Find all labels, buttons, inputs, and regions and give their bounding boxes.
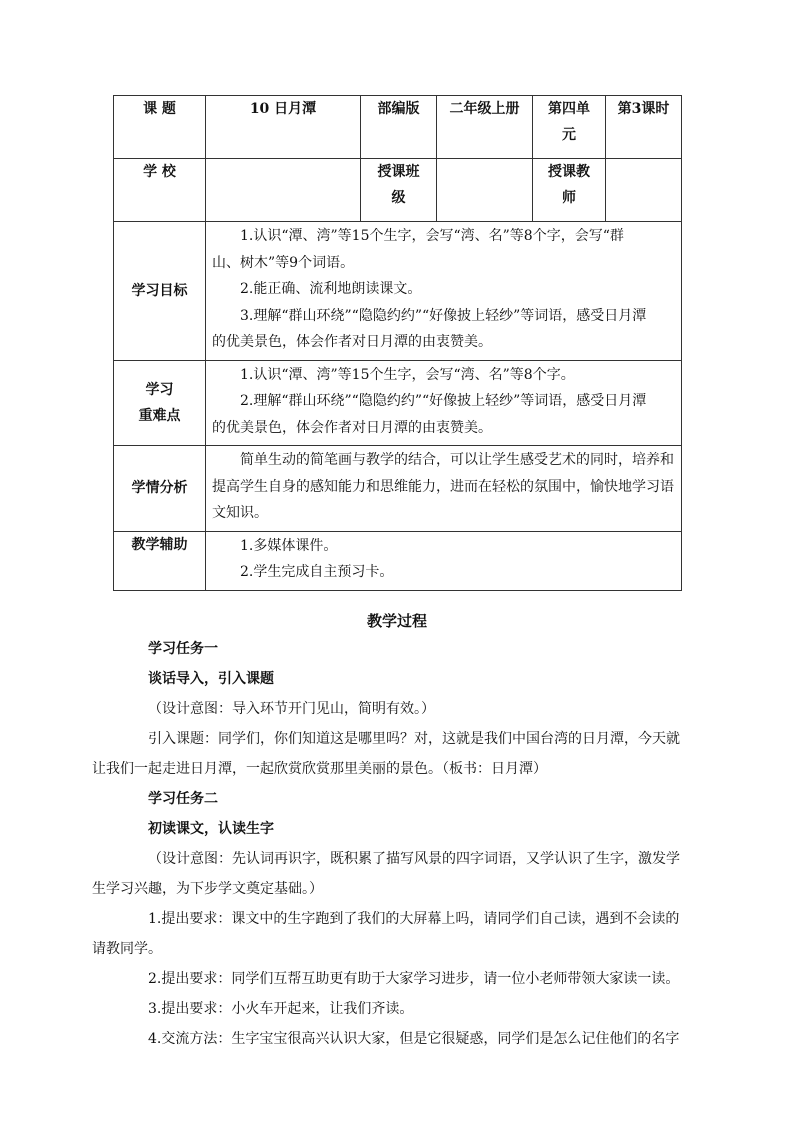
edition-cell: 部编版 xyxy=(361,96,437,159)
unit-cell xyxy=(533,96,606,159)
step-4: 4.交流方法：生字宝宝很高兴认识大家，但是它很疑惑，同学们是怎么记住他们的名字 xyxy=(148,1031,680,1047)
text-line: 1.提出要求：课文中的生字跑到了我们的大屏幕上吗，请同学们自己读，遇到不会读的 xyxy=(148,911,680,927)
key-points-content xyxy=(206,360,682,446)
teacher-label-line-2: 师 xyxy=(562,190,576,206)
analysis-line: 提高学生自身的感知能力和思维能力，进而在轻松的氛围中，愉快地学习语 xyxy=(212,478,674,495)
row-school xyxy=(114,159,682,222)
goals-line: 的优美景色，体会作者对日月潭的由衷赞美。 xyxy=(212,334,492,350)
task2-heading: 学习任务二 xyxy=(148,791,218,807)
process-body xyxy=(92,634,682,1054)
goals-line: 1.认识“潭、湾”等15个生字，会写“湾、名”等8个字，会写“群 xyxy=(240,228,624,244)
text-line: （设计意图：先认词再识字，既积累了描写风景的四字词语，又学认识了生字，激发学 xyxy=(148,851,680,867)
unit-line-1: 第四单 xyxy=(548,101,590,117)
key-points-line: 1.认识“潭、湾”等15个生字，会写“湾、名”等8个字。 xyxy=(240,366,575,383)
goals-content xyxy=(206,222,682,361)
unit-line-2: 元 xyxy=(562,127,576,143)
analysis-line: 文知识。 xyxy=(212,505,268,521)
key-points-label-line-1: 学习 xyxy=(145,381,174,398)
task1-intent: （设计意图：导入环节开门见山，简明有效。） xyxy=(148,701,435,717)
task1-intro-paragraph xyxy=(92,724,682,784)
analysis-paragraph xyxy=(206,447,681,527)
aids-line: 1.多媒体课件。 xyxy=(240,537,338,554)
goals-line: 山、树木”等9个词语。 xyxy=(212,254,355,271)
teacher-label-line-1: 授课教 xyxy=(548,164,590,180)
goals-line: 3.理解“群山环绕”“隐隐约约”“好像披上轻纱”等词语，感受日月潭 xyxy=(240,307,647,324)
class-label-line-2: 级 xyxy=(391,190,406,206)
teacher-label xyxy=(533,159,606,222)
key-points-line: 的优美景色，体会作者对日月潭的由衷赞美。 xyxy=(212,419,492,436)
task1-subheading: 谈话导入，引入课题 xyxy=(148,671,274,687)
step-1 xyxy=(92,904,682,964)
key-points-label-line-2: 重难点 xyxy=(138,407,181,424)
grade-cell: 二年级上册 xyxy=(437,96,533,159)
text-line: 引入课题：同学们，你们知道这是哪里吗？对，这就是我们中国台湾的日月潭，今天就 xyxy=(148,731,680,747)
school-value xyxy=(206,159,361,222)
key-points-label xyxy=(114,360,206,446)
text-line: 生学习兴趣，为下步学文奠定基础。） xyxy=(92,881,323,897)
class-value xyxy=(437,159,533,222)
aids-label: 教学辅助 xyxy=(114,531,206,590)
row-key-points xyxy=(114,360,682,446)
goals-item-3 xyxy=(206,303,681,356)
lesson-title: 10 日月潭 xyxy=(206,96,361,159)
goals-item-1 xyxy=(206,223,681,276)
class-label xyxy=(361,159,437,222)
row-analysis xyxy=(114,446,682,532)
task1-heading: 学习任务一 xyxy=(148,641,218,657)
key-points-line: 2.理解“群山环绕”“隐隐约约”“好像披上轻纱”等词语，感受日月潭 xyxy=(240,393,647,409)
topic-label: 课 题 xyxy=(114,96,206,159)
task2-subheading: 初读课文，认读生字 xyxy=(148,821,274,837)
lesson-plan-table xyxy=(113,95,682,591)
step-3: 3.提出要求：小火车开起来，让我们齐读。 xyxy=(148,1001,414,1017)
text-line: 请教同学。 xyxy=(92,941,162,957)
aids-content xyxy=(206,531,682,590)
row-goals xyxy=(114,222,682,361)
aids-line: 2.学生完成自主预习卡。 xyxy=(240,564,394,580)
teacher-value xyxy=(606,159,682,222)
task2-intent xyxy=(92,844,682,904)
school-label: 学 校 xyxy=(114,159,206,222)
text-line: 让我们一起走进日月潭，一起欣赏欣赏那里美丽的景色。（板书：日月潭） xyxy=(92,761,547,777)
period-cell: 第3课时 xyxy=(606,96,682,159)
row-topic xyxy=(114,96,682,159)
analysis-line: 简单生动的简笔画与教学的结合，可以让学生感受艺术的同时，培养和 xyxy=(240,452,674,468)
analysis-label: 学情分析 xyxy=(114,446,206,532)
step-2: 2.提出要求：同学们互帮互助更有助于大家学习进步，请一位小老师带领大家读一读。 xyxy=(148,971,680,987)
analysis-content xyxy=(206,446,682,532)
process-title: 教学过程 xyxy=(366,612,427,630)
goals-line: 2.能正确、流利地朗读课文。 xyxy=(240,281,422,297)
key-points-item-2 xyxy=(206,388,681,441)
class-label-line-1: 授课班 xyxy=(377,164,420,180)
row-aids xyxy=(114,531,682,590)
goals-label: 学习目标 xyxy=(114,222,206,361)
